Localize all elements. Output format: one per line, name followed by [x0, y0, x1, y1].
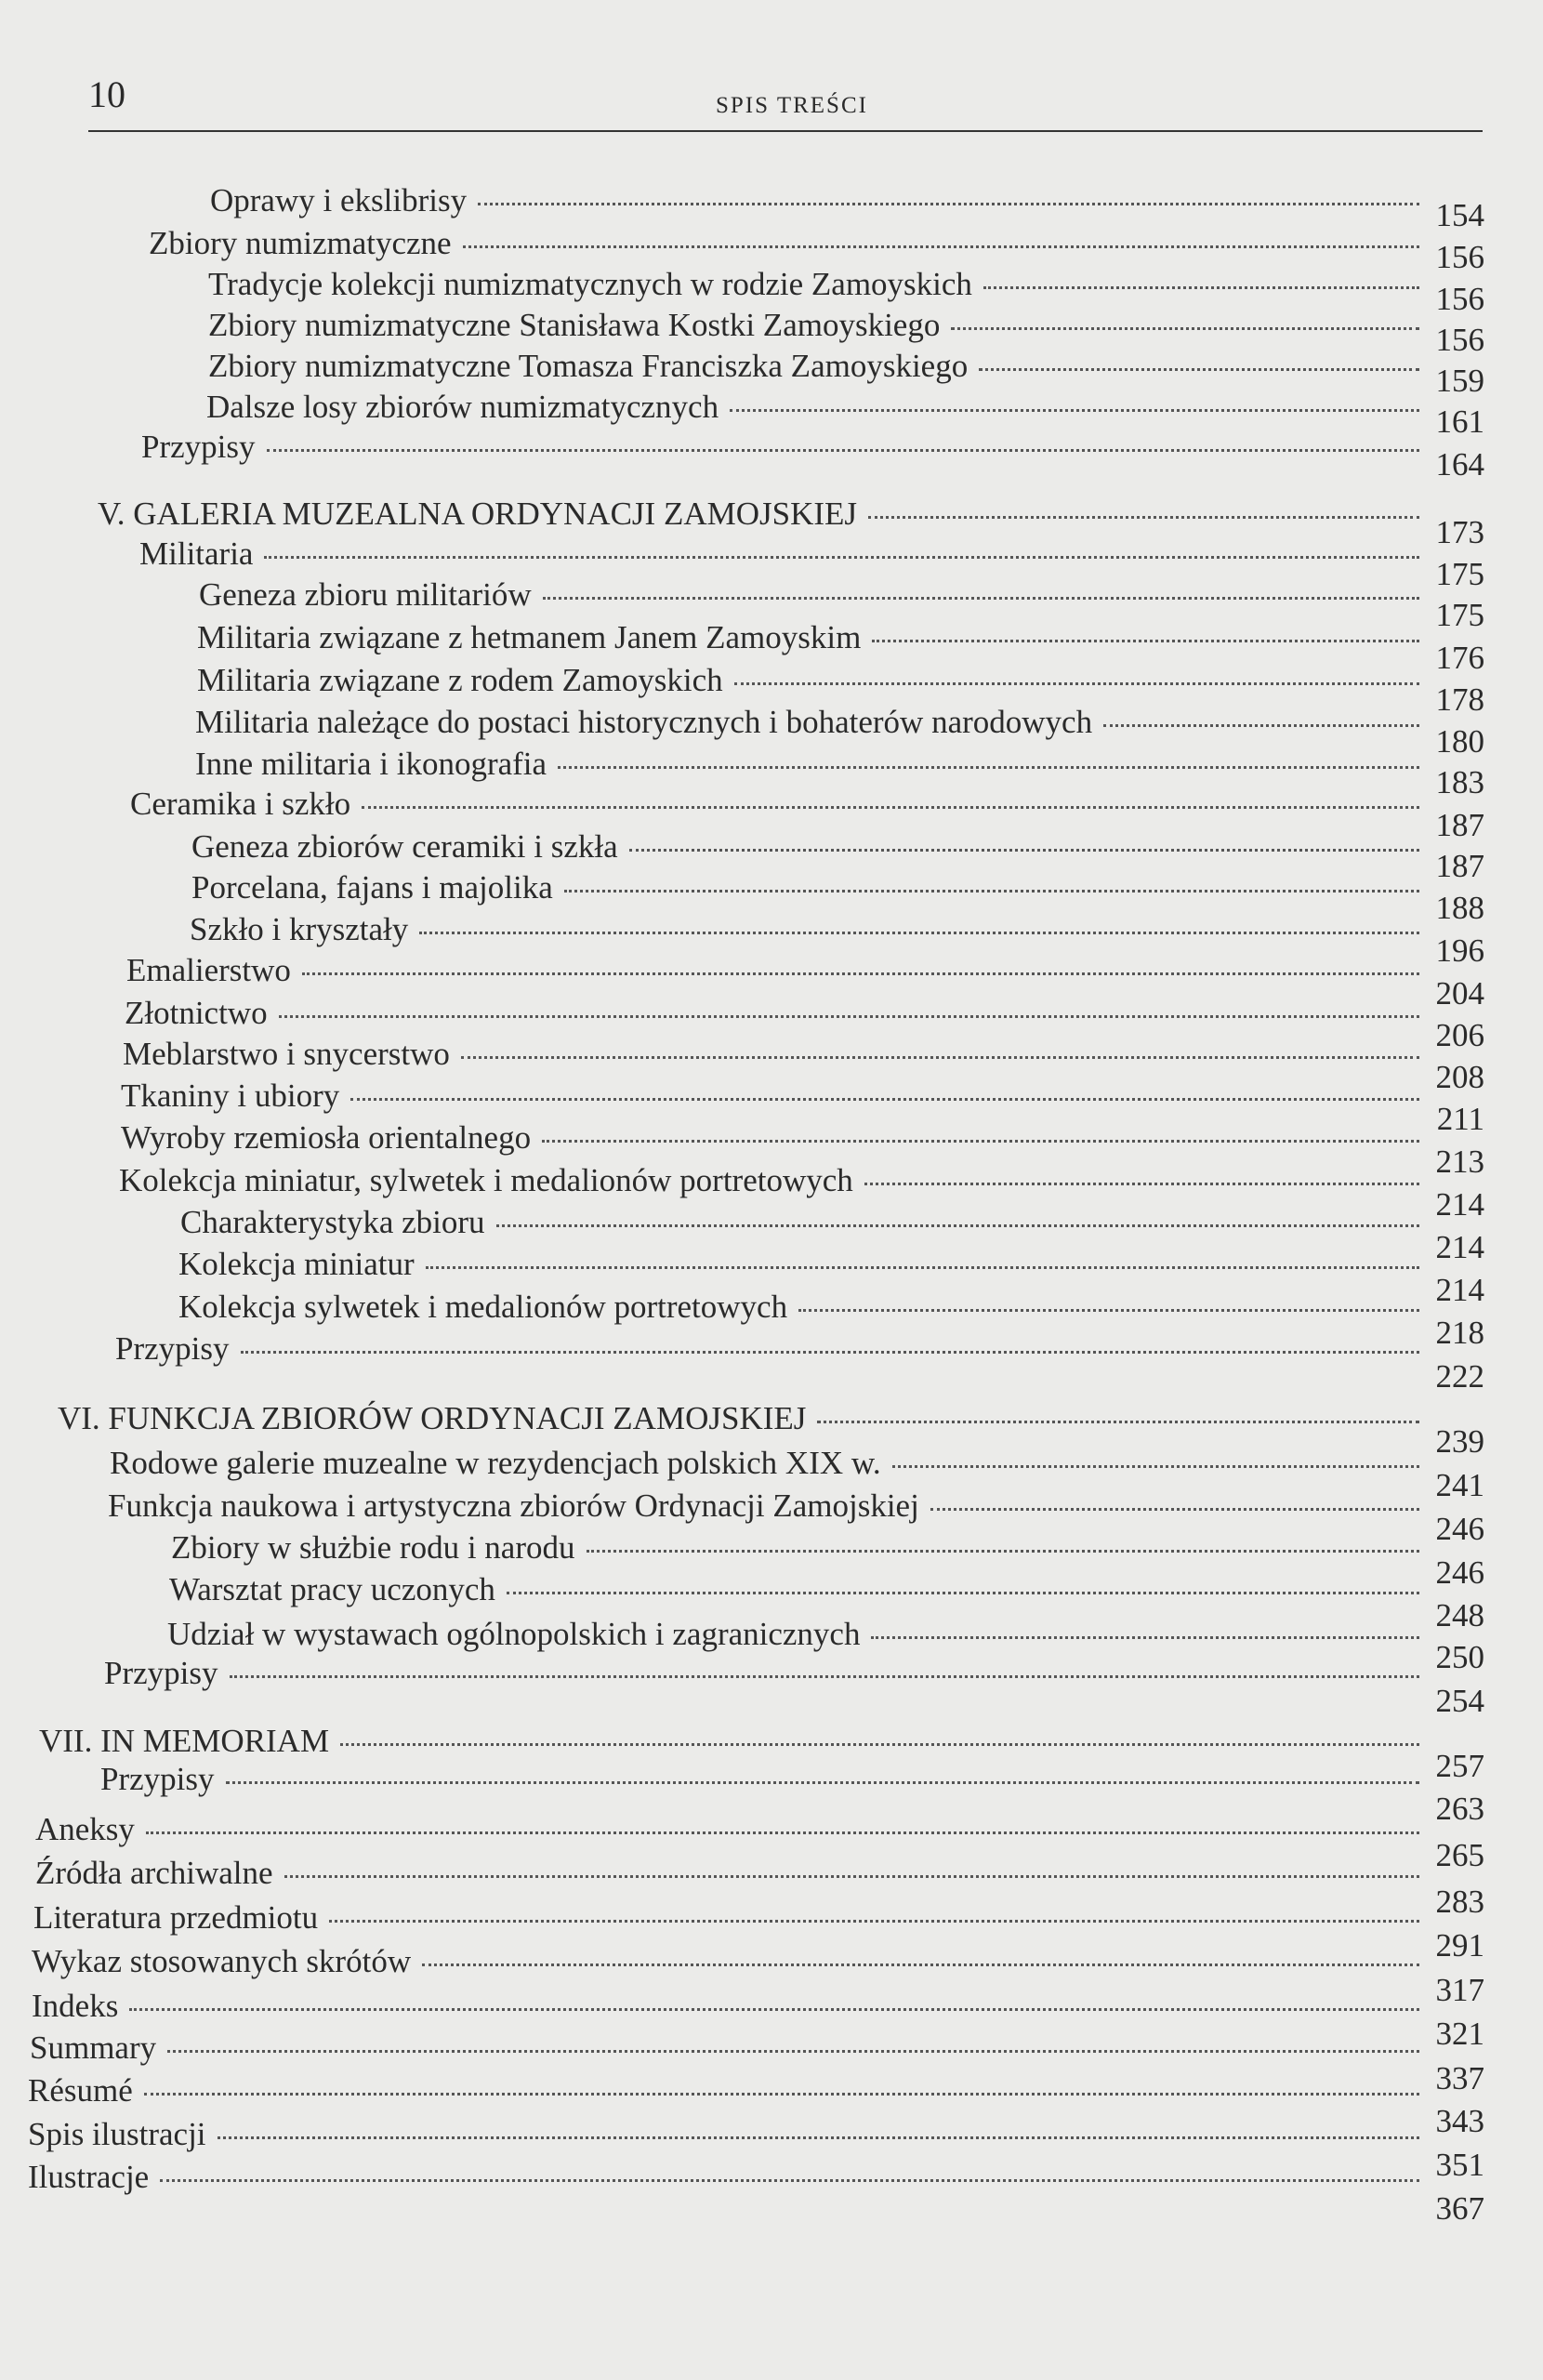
toc-entry-label: VII. IN MEMORIAM [39, 1723, 330, 1759]
toc-entry-page: 187 [1435, 848, 1484, 884]
toc-entry-label: Geneza zbiorów ceramiki i szkła [191, 828, 618, 865]
dot-leader [129, 2008, 1419, 2011]
toc-entry-page: 317 [1435, 1972, 1484, 2008]
dot-leader [872, 640, 1419, 642]
toc-entry [125, 995, 1484, 1053]
dot-leader [419, 932, 1419, 934]
toc-entry-label: Tkaniny i ubiory [121, 1078, 340, 1114]
toc-entry-page: 156 [1435, 281, 1484, 317]
toc-entry [167, 1616, 1484, 1675]
dot-leader [144, 2093, 1419, 2096]
dot-leader [892, 1465, 1419, 1468]
dot-leader [979, 368, 1419, 371]
toc-entry-page: 178 [1435, 681, 1484, 718]
dot-leader [543, 597, 1419, 600]
toc-entry-label: Charakterystyka zbioru [180, 1204, 485, 1240]
toc-entry-label: Warsztat pracy uczonych [169, 1571, 495, 1607]
toc-entry [149, 225, 1484, 275]
toc-entry-label: Kolekcja miniatur, sylwetek i medalionów portretowych [119, 1162, 853, 1198]
toc-entry-label: Złotnictwo [125, 995, 268, 1031]
toc-entry-page: 204 [1435, 975, 1484, 1012]
toc-entry-label: Indeks [32, 1988, 119, 2024]
toc-entry-label: Dalsze losy zbiorów numizmatycznych [206, 389, 719, 425]
toc-entry [199, 576, 1484, 633]
toc-entry-label: Przypisy [104, 1655, 218, 1691]
toc-entry-label: Przypisy [141, 429, 256, 465]
toc-entry-page: 343 [1435, 2103, 1484, 2139]
toc-entry-page: 211 [1436, 1101, 1484, 1137]
toc-entry [206, 389, 1484, 440]
toc-entry-label: Wyroby rzemiosła orientalnego [121, 1119, 532, 1156]
toc-entry [121, 1119, 1484, 1180]
dot-leader [284, 1875, 1419, 1878]
toc-entry [169, 1571, 1484, 1633]
dot-leader [264, 556, 1419, 559]
toc-entry-page: 214 [1435, 1186, 1484, 1223]
toc-entry [191, 869, 1484, 926]
toc-entry-label: Militaria należące do postaci historycznych i bohaterów narodowych [195, 704, 1093, 740]
toc-entry-page: 241 [1435, 1467, 1484, 1503]
dot-leader [730, 409, 1419, 412]
toc-entry-label: V. GALERIA MUZEALNA ORDYNACJI ZAMOJSKIEJ [98, 496, 858, 532]
toc-entry [197, 662, 1484, 718]
dot-leader [160, 2179, 1419, 2182]
toc-entry-page: 222 [1435, 1358, 1484, 1395]
toc-entry [28, 2159, 1484, 2227]
toc-entry [195, 746, 1484, 800]
toc-entry-page: 208 [1435, 1059, 1484, 1095]
toc-entry-label: VI. FUNKCJA ZBIORÓW ORDYNACJI ZAMOJSKIEJ [58, 1400, 807, 1436]
toc-entry [98, 496, 1484, 550]
toc-entry-page: 154 [1435, 197, 1484, 233]
toc-entry-label: Zbiory numizmatyczne Tomasza Franciszka Zamoyskiego [208, 348, 969, 384]
toc-entry [115, 1330, 1484, 1395]
toc-entry-label: Porcelana, fajans i majolika [191, 869, 553, 906]
toc-entry [123, 1036, 1484, 1095]
toc-entry-label: Aneksy [35, 1811, 135, 1847]
toc-entry-label: Szkło i kryształy [190, 911, 409, 947]
toc-entry-label: Meblarstwo i snycerstwo [123, 1036, 450, 1072]
toc-entry-page: 180 [1435, 723, 1484, 760]
toc-entry-page: 218 [1435, 1315, 1484, 1351]
dot-leader [868, 516, 1419, 519]
dot-leader [542, 1140, 1419, 1143]
toc-entry [178, 1289, 1484, 1351]
toc-entry-page: 183 [1435, 764, 1484, 800]
dot-leader [507, 1592, 1419, 1594]
toc-entry-page: 248 [1435, 1597, 1484, 1633]
toc-entry-label: Geneza zbioru militariów [199, 576, 532, 613]
toc-entry-page: 175 [1435, 556, 1484, 592]
dot-leader [629, 849, 1419, 852]
dot-leader [267, 449, 1420, 452]
toc-entry-label: Résumé [28, 2072, 133, 2109]
toc-entry-label: Przypisy [100, 1761, 215, 1797]
dot-leader [362, 806, 1419, 809]
dot-leader [1103, 724, 1419, 727]
toc-entry [121, 1078, 1484, 1137]
dot-leader [426, 1266, 1419, 1269]
toc-entry-label: Oprawy i ekslibrisy [210, 182, 468, 218]
dot-leader [930, 1508, 1419, 1511]
toc-entry-page: 173 [1435, 514, 1484, 550]
dot-leader [461, 1056, 1419, 1059]
toc-entry-page: 156 [1435, 239, 1484, 275]
toc-entry-page: 246 [1435, 1554, 1484, 1591]
toc-entry-label: Inne militaria i ikonografia [195, 746, 547, 782]
dot-leader [871, 1636, 1419, 1639]
toc-entry-page: 239 [1435, 1423, 1484, 1460]
toc-entry-page: 188 [1435, 890, 1484, 926]
dot-leader [302, 972, 1419, 975]
toc-entry [108, 1488, 1484, 1547]
toc-entry-page: 246 [1435, 1511, 1484, 1547]
dot-leader [167, 2050, 1419, 2053]
toc-entry-page: 283 [1435, 1884, 1484, 1920]
toc-entry [110, 1445, 1484, 1503]
toc-entry-label: Przypisy [115, 1330, 230, 1367]
toc-entry-label: Summary [30, 2030, 157, 2066]
toc-entry-page: 250 [1435, 1639, 1484, 1675]
dot-leader [146, 1831, 1419, 1834]
toc-entry [208, 266, 1484, 317]
dot-leader [340, 1743, 1419, 1746]
toc-entry-page: 187 [1435, 807, 1484, 843]
dot-leader [350, 1098, 1419, 1101]
toc-entry-page: 196 [1435, 932, 1484, 969]
toc-entry-page: 176 [1435, 640, 1484, 676]
toc-entry-page: 257 [1435, 1748, 1484, 1784]
dot-leader [817, 1421, 1419, 1423]
toc-entry [141, 429, 1484, 483]
toc-entry [100, 1761, 1484, 1827]
toc-entry-page: 159 [1435, 363, 1484, 399]
toc-entry-label: Militaria związane z hetmanem Janem Zamoyskim [197, 619, 862, 655]
toc-entry-label: Zbiory numizmatyczne [149, 225, 452, 261]
dot-leader [463, 245, 1419, 248]
toc-entry-label: Militaria [139, 536, 254, 572]
toc-entry-page: 263 [1435, 1791, 1484, 1827]
dot-leader [734, 682, 1419, 685]
dot-leader [587, 1550, 1420, 1553]
dot-leader [230, 1675, 1420, 1678]
toc-entry [190, 911, 1484, 969]
toc-entry-page: 337 [1435, 2060, 1484, 2096]
toc-entry-label: Kolekcja sylwetek i medalionów portretowych [178, 1289, 788, 1325]
toc-entry [195, 704, 1484, 760]
toc-entry [191, 828, 1484, 884]
toc-entry [126, 952, 1484, 1012]
dot-leader [422, 1964, 1419, 1966]
dot-leader [279, 1015, 1419, 1018]
dot-leader [241, 1351, 1420, 1354]
toc-entry-page: 291 [1435, 1927, 1484, 1964]
toc-entry [210, 182, 1484, 233]
toc-entry [139, 536, 1484, 592]
toc-entry-label: Zbiory w służbie rodu i narodu [171, 1529, 575, 1566]
toc-entry-label: Kolekcja miniatur [178, 1246, 415, 1282]
toc-entry-label: Spis ilustracji [28, 2116, 206, 2152]
dot-leader [226, 1781, 1420, 1784]
toc-entry-label: Ceramika i szkło [130, 786, 351, 822]
dot-leader [478, 203, 1419, 205]
dot-leader [983, 286, 1419, 289]
toc-entry-page: 254 [1435, 1683, 1484, 1719]
toc-entry [208, 348, 1484, 399]
toc-entry-label: Tradycje kolekcji numizmatycznych w rodzie Zamoyskich [208, 266, 972, 302]
page-number: 10 [88, 73, 125, 115]
toc-entry-label: Źródła archiwalne [35, 1855, 273, 1891]
toc-entry-page: 161 [1435, 403, 1484, 440]
toc-entry-label: Funkcja naukowa i artystyczna zbiorów Ordynacji Zamojskiej [108, 1488, 919, 1524]
toc-entry-label: Literatura przedmiotu [33, 1899, 319, 1936]
toc-entry-page: 164 [1435, 446, 1484, 483]
toc-entry-label: Emalierstwo [126, 952, 291, 988]
toc-entry-label: Udział w wystawach ogólnopolskich i zagranicznych [167, 1616, 861, 1652]
toc-entry [197, 619, 1484, 676]
toc-entry-page: 321 [1435, 2016, 1484, 2052]
dot-leader [329, 1920, 1419, 1923]
toc-entry [104, 1655, 1484, 1719]
toc-entry-page: 214 [1435, 1229, 1484, 1265]
running-header: SPIS TREŚCI [716, 93, 868, 118]
toc-entry [58, 1400, 1484, 1460]
toc-entry-page: 175 [1435, 597, 1484, 633]
dot-leader [564, 890, 1419, 892]
toc-entry-page: 367 [1435, 2190, 1484, 2227]
dot-leader [798, 1309, 1419, 1312]
dot-leader [951, 327, 1419, 330]
dot-leader [558, 766, 1419, 769]
toc-entry [208, 307, 1484, 358]
dot-leader [864, 1183, 1419, 1185]
toc-entry [130, 786, 1484, 843]
toc-entry-page: 213 [1435, 1144, 1484, 1180]
toc-entry-label: Zbiory numizmatyczne Stanisława Kostki Zamoyskiego [208, 307, 941, 343]
toc-entry-page: 214 [1435, 1272, 1484, 1308]
dot-leader [218, 2136, 1419, 2139]
toc-entry-page: 351 [1435, 2147, 1484, 2183]
toc-entry-label: Rodowe galerie muzealne w rezydencjach polskich XIX w. [110, 1445, 881, 1481]
toc-entry-label: Militaria związane z rodem Zamoyskich [197, 662, 723, 698]
toc-entry-page: 265 [1435, 1837, 1484, 1873]
toc-entry-label: Wykaz stosowanych skrótów [32, 1943, 412, 1979]
toc-entry-page: 156 [1435, 322, 1484, 358]
toc-entry-label: Ilustracje [28, 2159, 150, 2195]
toc-entry-page: 206 [1435, 1017, 1484, 1053]
dot-leader [496, 1224, 1419, 1227]
